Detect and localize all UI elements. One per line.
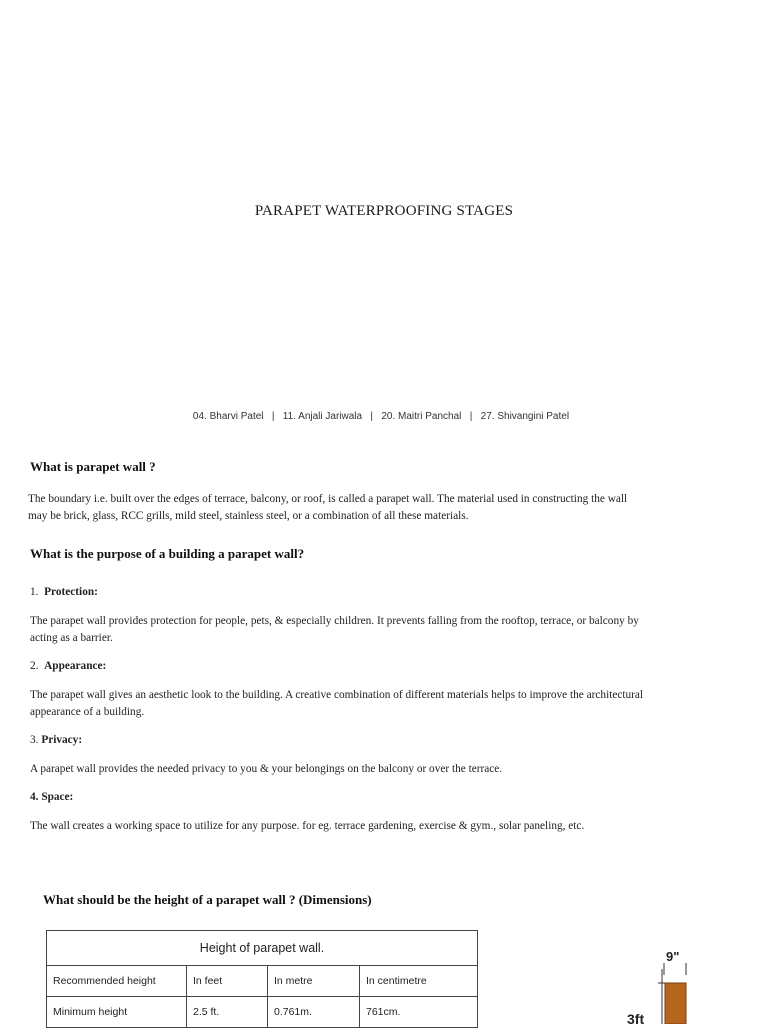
paragraph-line: may be brick, glass, RCC grills, mild steel, stainless steel, or a combination of all these materials. (28, 510, 469, 522)
heading-what-is-parapet-wall: What is parapet wall ? (30, 459, 156, 474)
table-row (47, 997, 478, 1028)
list-item-label-space (30, 791, 73, 803)
paragraph-line: appearance of a building. (30, 706, 145, 718)
parapet-dimension-figure (618, 945, 718, 1024)
paragraph-line: The parapet wall gives an aesthetic look to the building. A creative combination of different materials helps to improve the architectural (30, 689, 644, 701)
list-number: 1. (30, 586, 39, 598)
table-header-cell: In feet (187, 966, 268, 997)
table-cell: 761cm. (360, 997, 478, 1028)
table-caption: Height of parapet wall. (47, 931, 478, 966)
authors-line: 04. Bharvi Patel | 11. Anjali Jariwala | 20. Maitri Panchal | 27. Shivangini Patel (192, 411, 570, 422)
table-caption-row (47, 931, 478, 966)
table-header-row (47, 966, 478, 997)
width-label: 9" (666, 949, 680, 964)
list-number: 3. (30, 734, 39, 746)
table-cell: Minimum height (47, 997, 187, 1028)
paragraph-line: A parapet wall provides the needed privacy to you & your belongings on the balcony or over the terrace. (30, 763, 503, 775)
paragraph-line: The wall creates a working space to utilize for any purpose. for eg. terrace gardening, exercise & gym., solar paneling, etc. (30, 820, 585, 832)
paragraph-definition (28, 491, 728, 525)
parapet-wall-shape (665, 983, 686, 1024)
list-label: Space: (41, 791, 74, 803)
table-cell: 2.5 ft. (187, 997, 268, 1028)
heading-purpose: What is the purpose of a building a parapet wall? (30, 546, 305, 561)
list-label: Appearance: (44, 660, 107, 672)
table-header-cell: In centimetre (360, 966, 478, 997)
list-item-label-appearance (30, 660, 106, 672)
paragraph-protection (30, 613, 730, 647)
height-label: 3ft (627, 1011, 645, 1024)
list-item-label-protection (30, 586, 98, 598)
paragraph-space (30, 818, 730, 835)
paragraph-line: The parapet wall provides protection for people, pets, & especially children. It prevents falling from the rooftop, terrace, or balcony by (30, 615, 639, 627)
paragraph-privacy (30, 761, 730, 778)
table-header-cell: Recommended height (47, 966, 187, 997)
paragraph-line: acting as a barrier. (30, 632, 113, 644)
document-title: PARAPET WATERPROOFING STAGES (254, 203, 514, 219)
table-cell: 0.761m. (268, 997, 360, 1028)
list-number: 2. (30, 660, 39, 672)
heading-height: What should be the height of a parapet wall ? (Dimensions) (43, 892, 372, 907)
list-label: Privacy: (41, 734, 83, 746)
list-label: Protection: (44, 586, 98, 598)
list-item-label-privacy (30, 734, 82, 746)
list-number: 4. (30, 791, 39, 803)
paragraph-appearance (30, 687, 730, 721)
height-table (46, 930, 478, 1028)
paragraph-line: The boundary i.e. built over the edges of terrace, balcony, or roof, is called a parapet wall. The material used in constructing the wall (28, 493, 628, 505)
table-header-cell: In metre (268, 966, 360, 997)
